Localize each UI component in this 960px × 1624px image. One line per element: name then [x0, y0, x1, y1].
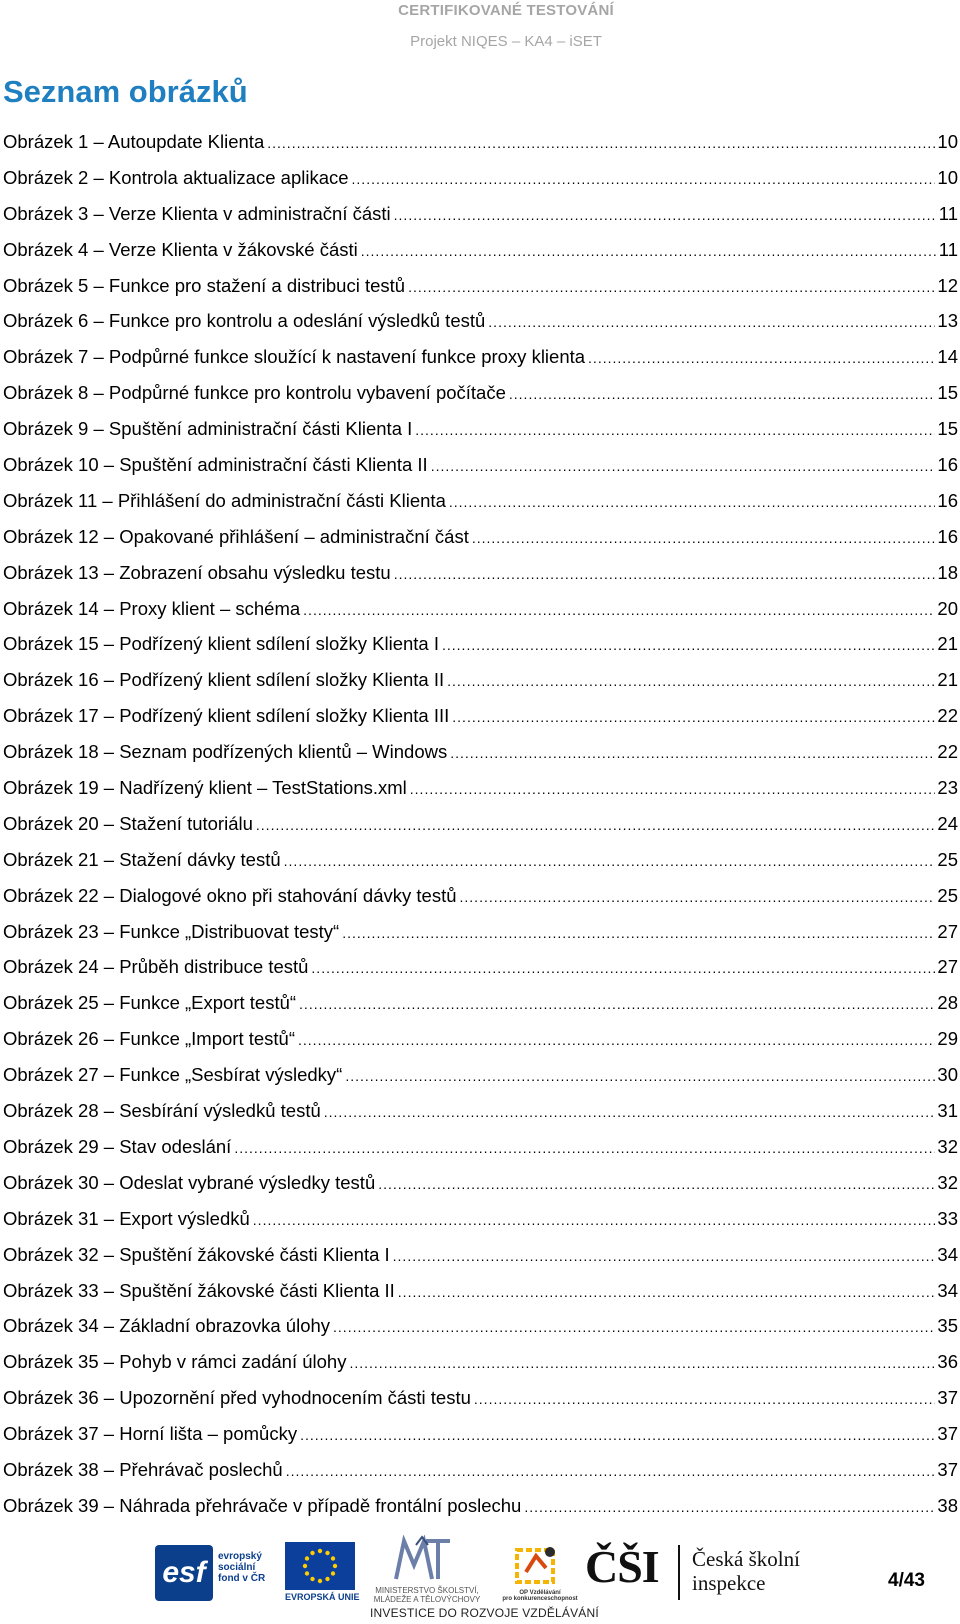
toc-entry-label: Obrázek 15 – Podřízený klient sdílení složky Klienta I	[3, 633, 439, 655]
toc-entry-label: Obrázek 17 – Podřízený klient sdílení složky Klienta III	[3, 705, 450, 727]
toc-entry[interactable]	[3, 130, 958, 166]
toc-entry-page: 14	[937, 346, 958, 368]
toc-entry-label: Obrázek 18 – Seznam podřízených klientů – Windows	[3, 741, 448, 763]
toc-dot-leader	[393, 1244, 936, 1268]
toc-entry-page: 23	[937, 777, 958, 799]
toc-entry-label: Obrázek 25 – Funkce „Export testů“	[3, 992, 297, 1014]
op-text-line: pro konkurenceschopnost	[502, 1596, 578, 1602]
toc-entry-page: 30	[937, 1064, 958, 1086]
toc-dot-leader	[460, 885, 936, 909]
toc-dot-leader	[415, 418, 935, 442]
toc-dot-leader	[300, 1423, 935, 1447]
toc-dot-leader	[256, 813, 936, 837]
toc-entry-label: Obrázek 20 – Stažení tutoriálu	[3, 812, 253, 834]
toc-entry-page: 32	[937, 1135, 958, 1157]
toc-entry[interactable]	[3, 884, 958, 920]
toc-entry-label: Obrázek 5 – Funkce pro stažení a distribuci testů	[3, 274, 406, 296]
csi-logo-mark: ČŠI	[585, 1541, 659, 1592]
esf-text-line: fond v ČR	[218, 1573, 266, 1584]
toc-entry[interactable]	[3, 1458, 958, 1494]
toc-entry-page: 18	[937, 561, 958, 583]
toc-dot-leader	[398, 1280, 936, 1304]
toc-entry[interactable]	[3, 1027, 958, 1063]
msmt-logo-text	[362, 1586, 492, 1604]
op-vk-logo	[512, 1542, 562, 1588]
toc-entry-label: Obrázek 16 – Podřízený klient sdílení složky Klienta II	[3, 669, 445, 691]
toc-entry[interactable]	[3, 632, 958, 668]
toc-entry-page: 11	[938, 238, 958, 260]
toc-entry-page: 27	[937, 956, 958, 978]
toc-entry[interactable]	[3, 1350, 958, 1386]
toc-entry-label: Obrázek 32 – Spuštění žákovské části Klienta I	[3, 1243, 390, 1265]
toc-entry-page: 27	[937, 920, 958, 942]
toc-dot-leader	[524, 1495, 935, 1519]
eu-star-icon	[331, 1571, 335, 1575]
toc-entry-label: Obrázek 10 – Spuštění administrační části Klienta II	[3, 454, 428, 476]
toc-entry[interactable]	[3, 776, 958, 812]
toc-entry-page: 31	[937, 1100, 958, 1122]
toc-entry-label: Obrázek 11 – Přihlášení do administrační části Klienta	[3, 489, 446, 511]
esf-text-line: sociální	[218, 1562, 256, 1573]
toc-entry-page: 11	[938, 202, 958, 224]
toc-entry-page: 21	[937, 669, 958, 691]
toc-entry-label: Obrázek 21 – Stažení dávky testů	[3, 848, 281, 870]
figure-list	[3, 130, 958, 1530]
toc-entry[interactable]	[3, 561, 958, 597]
toc-entry[interactable]	[3, 274, 958, 310]
toc-entry-label: Obrázek 33 – Spuštění žákovské části Klienta II	[3, 1279, 395, 1301]
toc-entry-page: 37	[937, 1458, 958, 1480]
toc-dot-leader	[284, 849, 936, 873]
toc-entry-page: 34	[937, 1279, 958, 1301]
toc-entry-label: Obrázek 31 – Export výsledků	[3, 1207, 250, 1229]
toc-entry[interactable]	[3, 991, 958, 1027]
toc-entry[interactable]	[3, 166, 958, 202]
toc-dot-leader	[345, 1064, 935, 1088]
toc-dot-leader	[431, 454, 936, 478]
eu-star-icon	[310, 1577, 314, 1581]
toc-entry[interactable]	[3, 489, 958, 525]
toc-entry-page: 22	[937, 741, 958, 763]
toc-dot-leader	[394, 203, 937, 227]
msmt-text-line: MLÁDEŽE A TĚLOVÝCHOVY	[373, 1595, 481, 1604]
toc-dot-leader	[452, 705, 935, 729]
toc-entry-label: Obrázek 36 – Upozornění před vyhodnocením části testu	[3, 1387, 471, 1409]
toc-dot-leader	[588, 346, 935, 370]
eu-flag-logo	[285, 1542, 355, 1590]
eu-star-icon	[325, 1551, 329, 1555]
toc-entry-label: Obrázek 22 – Dialogové okno při stahování dávky testů	[3, 884, 457, 906]
header-subtitle: Projekt NIQES – KA4 – iSET	[410, 33, 602, 50]
toc-entry-label: Obrázek 26 – Funkce „Import testů“	[3, 1028, 296, 1050]
csi-logo-divider	[678, 1545, 680, 1600]
toc-dot-leader	[253, 1208, 936, 1232]
toc-entry-page: 25	[937, 884, 958, 906]
toc-entry[interactable]	[3, 1207, 958, 1243]
toc-dot-leader	[342, 921, 935, 945]
toc-entry-label: Obrázek 24 – Průběh distribuce testů	[3, 956, 309, 978]
toc-entry-label: Obrázek 29 – Stav odeslání	[3, 1135, 232, 1157]
page-number: 4/43	[888, 1570, 925, 1591]
toc-entry-label: Obrázek 30 – Odeslat vybrané výsledky testů	[3, 1171, 376, 1193]
toc-entry[interactable]	[3, 1314, 958, 1350]
toc-entry-label: Obrázek 4 – Verze Klienta v žákovské části	[3, 238, 358, 260]
toc-entry[interactable]	[3, 704, 958, 740]
eu-logo-text: EVROPSKÁ UNIE	[285, 1592, 360, 1602]
toc-entry[interactable]	[3, 1386, 958, 1422]
toc-dot-leader	[324, 1100, 936, 1124]
toc-entry[interactable]	[3, 345, 958, 381]
toc-dot-leader	[410, 777, 936, 801]
toc-entry[interactable]	[3, 597, 958, 633]
toc-entry[interactable]	[3, 417, 958, 453]
toc-entry-label: Obrázek 2 – Kontrola aktualizace aplikace	[3, 166, 349, 188]
toc-dot-leader	[488, 310, 935, 334]
toc-entry[interactable]	[3, 202, 958, 238]
eu-star-icon	[318, 1549, 322, 1553]
page-title: Seznam obrázků	[3, 74, 248, 109]
toc-dot-leader	[298, 1028, 935, 1052]
toc-entry-page: 29	[937, 1028, 958, 1050]
eu-star-icon	[325, 1577, 329, 1581]
toc-entry-label: Obrázek 1 – Autoupdate Klienta	[3, 131, 265, 152]
toc-entry-label: Obrázek 8 – Podpůrné funkce pro kontrolu vybavení počítače	[3, 382, 506, 404]
toc-entry-page: 37	[937, 1423, 958, 1445]
toc-entry[interactable]	[3, 920, 958, 956]
toc-dot-leader	[408, 275, 935, 299]
op-text-line: OP Vzdělávání	[519, 1590, 561, 1596]
toc-entry-label: Obrázek 39 – Náhrada přehrávače v případě frontální poslechu	[3, 1494, 522, 1516]
toc-entry-label: Obrázek 35 – Pohyb v rámci zadání úlohy	[3, 1351, 347, 1373]
toc-dot-leader	[267, 131, 935, 155]
eu-star-icon	[318, 1579, 322, 1583]
toc-dot-leader	[394, 562, 936, 586]
toc-entry[interactable]	[3, 238, 958, 274]
toc-entry-label: Obrázek 13 – Zobrazení obsahu výsledku testu	[3, 561, 391, 583]
toc-dot-leader	[299, 992, 935, 1016]
eu-stars-icon	[285, 1542, 355, 1590]
toc-entry-page: 15	[937, 418, 958, 440]
csi-text-line: Česká školní	[692, 1547, 800, 1571]
toc-dot-leader	[447, 669, 935, 693]
eu-star-icon	[305, 1556, 309, 1560]
toc-entry[interactable]	[3, 1279, 958, 1315]
toc-entry-label: Obrázek 12 – Opakované přihlášení – administrační část	[3, 525, 469, 547]
esf-text-line: evropský	[218, 1551, 262, 1562]
toc-dot-leader	[450, 741, 935, 765]
toc-entry-page: 33	[937, 1207, 958, 1229]
header-title: CERTIFIKOVANÉ TESTOVÁNÍ	[398, 2, 614, 19]
csi-text-line: inspekce	[692, 1571, 766, 1595]
toc-dot-leader	[333, 1315, 935, 1339]
toc-entry-label: Obrázek 37 – Horní lišta – pomůcky	[3, 1423, 298, 1445]
eu-star-icon	[303, 1564, 307, 1568]
toc-entry-page: 16	[937, 489, 958, 511]
toc-entry-label: Obrázek 28 – Sesbírání výsledků testů	[3, 1100, 321, 1122]
toc-entry-label: Obrázek 27 – Funkce „Sesbírat výsledky“	[3, 1064, 343, 1086]
toc-entry-page: 13	[937, 310, 958, 332]
toc-entry-page: 24	[937, 812, 958, 834]
toc-entry-page: 20	[937, 597, 958, 619]
toc-dot-leader	[352, 167, 936, 191]
toc-entry-label: Obrázek 34 – Základní obrazovka úlohy	[3, 1315, 331, 1337]
toc-entry-page: 28	[937, 992, 958, 1014]
toc-entry-page: 12	[937, 274, 958, 296]
toc-entry[interactable]	[3, 1243, 958, 1279]
csi-logo-text	[692, 1547, 800, 1595]
toc-entry[interactable]	[3, 740, 958, 776]
toc-dot-leader	[234, 1136, 935, 1160]
toc-entry-page: 37	[937, 1387, 958, 1409]
toc-entry-label: Obrázek 19 – Nadřízený klient – TestStations.xml	[3, 777, 407, 799]
eu-star-icon	[310, 1551, 314, 1555]
toc-dot-leader	[474, 1387, 936, 1411]
toc-entry-label: Obrázek 23 – Funkce „Distribuovat testy“	[3, 920, 340, 942]
toc-entry-page: 34	[937, 1243, 958, 1265]
msmt-text-line: MINISTERSTVO ŠKOLSTVÍ,	[375, 1586, 479, 1595]
toc-entry-page: 38	[937, 1494, 958, 1516]
toc-entry-page: 10	[937, 131, 958, 152]
esf-logo: esf	[155, 1545, 213, 1601]
op-vk-emblem-icon	[512, 1542, 562, 1588]
toc-entry[interactable]	[3, 1171, 958, 1207]
toc-entry[interactable]	[3, 1063, 958, 1099]
toc-entry-label: Obrázek 9 – Spuštění administrační části Klienta I	[3, 418, 413, 440]
eu-star-icon	[331, 1556, 335, 1560]
toc-entry[interactable]	[3, 1135, 958, 1171]
toc-entry-page: 10	[937, 166, 958, 188]
toc-entry-label: Obrázek 3 – Verze Klienta v administrační části	[3, 202, 391, 224]
toc-dot-leader	[361, 239, 937, 263]
toc-dot-leader	[472, 526, 936, 550]
toc-entry-page: 22	[937, 705, 958, 727]
toc-entry-page: 36	[937, 1351, 958, 1373]
toc-entry[interactable]	[3, 812, 958, 848]
toc-dot-leader	[311, 956, 935, 980]
toc-entry[interactable]	[3, 955, 958, 991]
toc-entry[interactable]	[3, 309, 958, 345]
toc-entry[interactable]	[3, 1422, 958, 1458]
toc-entry[interactable]	[3, 668, 958, 704]
toc-entry-page: 25	[937, 848, 958, 870]
toc-entry-page: 15	[937, 382, 958, 404]
toc-dot-leader	[378, 1172, 935, 1196]
toc-entry-label: Obrázek 6 – Funkce pro kontrolu a odeslání výsledků testů	[3, 310, 486, 332]
toc-entry[interactable]	[3, 381, 958, 417]
toc-entry[interactable]	[3, 525, 958, 561]
toc-entry-label: Obrázek 14 – Proxy klient – schéma	[3, 597, 301, 619]
toc-entry-page: 35	[937, 1315, 958, 1337]
toc-entry-label: Obrázek 38 – Přehrávač poslechů	[3, 1458, 283, 1480]
toc-entry-page: 16	[937, 525, 958, 547]
eu-star-icon	[305, 1571, 309, 1575]
investment-slogan: INVESTICE DO ROZVOJE VZDĚLÁVÁNÍ	[370, 1606, 599, 1620]
toc-entry[interactable]	[3, 1099, 958, 1135]
toc-dot-leader	[286, 1459, 936, 1483]
toc-entry[interactable]	[3, 848, 958, 884]
toc-dot-leader	[349, 1351, 935, 1375]
msmt-emblem-icon	[392, 1535, 454, 1585]
eu-star-icon	[333, 1564, 337, 1568]
toc-entry-page: 16	[937, 454, 958, 476]
toc-entry[interactable]	[3, 1494, 958, 1530]
toc-entry-page: 32	[937, 1171, 958, 1193]
toc-entry-label: Obrázek 7 – Podpůrné funkce sloužící k nastavení funkce proxy klienta	[3, 346, 586, 368]
toc-dot-leader	[449, 490, 936, 514]
toc-entry[interactable]	[3, 453, 958, 489]
msmt-logo	[392, 1535, 454, 1585]
toc-dot-leader	[509, 382, 936, 406]
op-vk-logo-text	[490, 1590, 590, 1602]
esf-logo-text	[218, 1551, 265, 1584]
toc-dot-leader	[303, 598, 935, 622]
toc-entry-page: 21	[937, 633, 958, 655]
toc-dot-leader	[442, 633, 935, 657]
